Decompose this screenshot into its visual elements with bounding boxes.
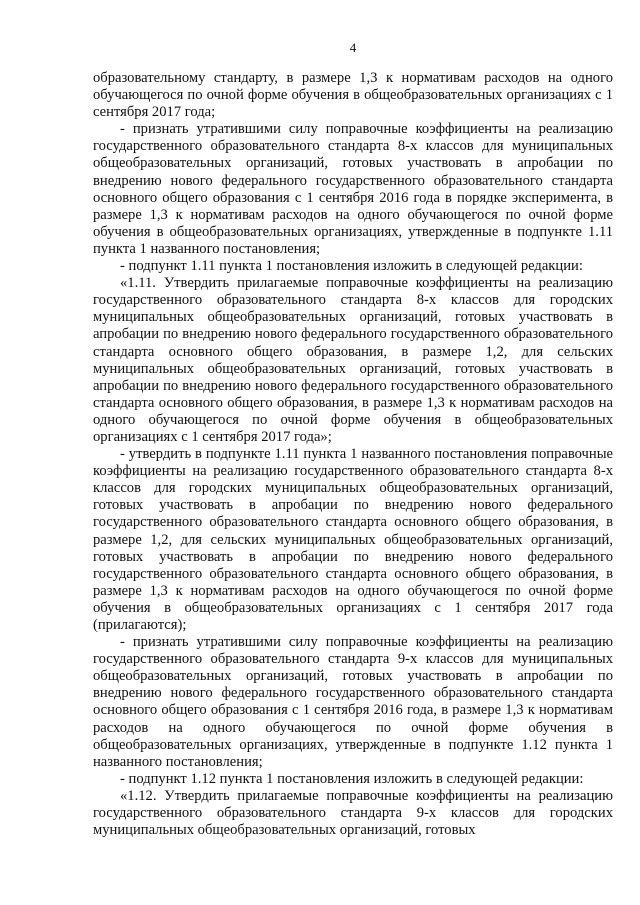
document-paragraph: - подпункт 1.12 пункта 1 постановления изложить в следующей редакции: (120, 770, 584, 787)
document-paragraph: - признать утратившими силу поправочные коэффициенты на реализацию государственного образовательного стандарта 8-х классов для муниципальных общеобразовательных организаций, готовых участвовать в апробации по внедрению нового федерального государственного образовательного стандарта основного общего образования с 1 сентября 2016 года в порядке эксперимента, в размере 1,3 к нормативам расходов на одного обучающегося по очной форме обучения в общеобразовательных организациях, утвержденные в подпункте 1.11 пункта 1 названного постановления; (93, 121, 613, 257)
document-paragraph: - утвердить в подпункте 1.11 пункта 1 названного постановления поправочные коэффициенты на реализацию государственного образовательного стандарта 8-х классов для городских муниципальных общеобразовательных организаций, готовых участвовать в апробации по внедрению нового федерального государственного образовательного стандарта основного общего образования, в размере 1,2, для сельских муниципальных общеобразовательных организаций, готовых участвовать в апробации по внедрению нового федерального государственного образовательного стандарта основного общего образования, в размере 1,3 к нормативам расходов на одного обучающегося по очной форме обучения в общеобразовательных организациях с 1 сентября 2017 года (прилагаются); (93, 446, 613, 633)
document-body (93, 70, 613, 839)
document-paragraph: - подпункт 1.11 пункта 1 постановления изложить в следующей редакции: (120, 258, 583, 275)
document-paragraph: образовательному стандарту, в размере 1,3 к нормативам расходов на одного обучающегося по очной форме обучения в общеобразовательных организациях с 1 сентября 2017 года; (93, 70, 613, 121)
document-paragraph: «1.11. Утвердить прилагаемые поправочные коэффициенты на реализацию государственного образовательного стандарта 8-х классов для городских муниципальных общеобразовательных организаций, готовых участвовать в апробации по внедрению нового федерального государственного образовательного стандарта основного общего образования, в размере 1,2, для сельских муниципальных общеобразовательных организаций, готовых участвовать в апробации по внедрению нового федерального государственного образовательного стандарта основного общего образования, в размере 1,3 к нормативам расходов на одного обучающегося по очной форме обучения в общеобразовательных организациях с 1 сентября 2017 года»; (93, 275, 613, 445)
document-paragraph: «1.12. Утвердить прилагаемые поправочные коэффициенты на реализацию государственного образовательного стандарта 9-х классов для городских муниципальных общеобразовательных организаций, готовых (93, 787, 613, 839)
document-paragraph: - признать утратившими силу поправочные коэффициенты на реализацию государственного образовательного стандарта 9-х классов для муниципальных общеобразовательных организаций, готовых участвовать в апробации по внедрению нового федерального государственного образовательного стандарта основного общего образования с 1 сентября 2016 года, в размере 1,3 к нормативам расходов на одного обучающегося по очной форме обучения в общеобразовательных организациях, утвержденные в подпункте 1.12 пункта 1 названного постановления; (93, 634, 613, 770)
page-number: 4 (349, 40, 357, 55)
